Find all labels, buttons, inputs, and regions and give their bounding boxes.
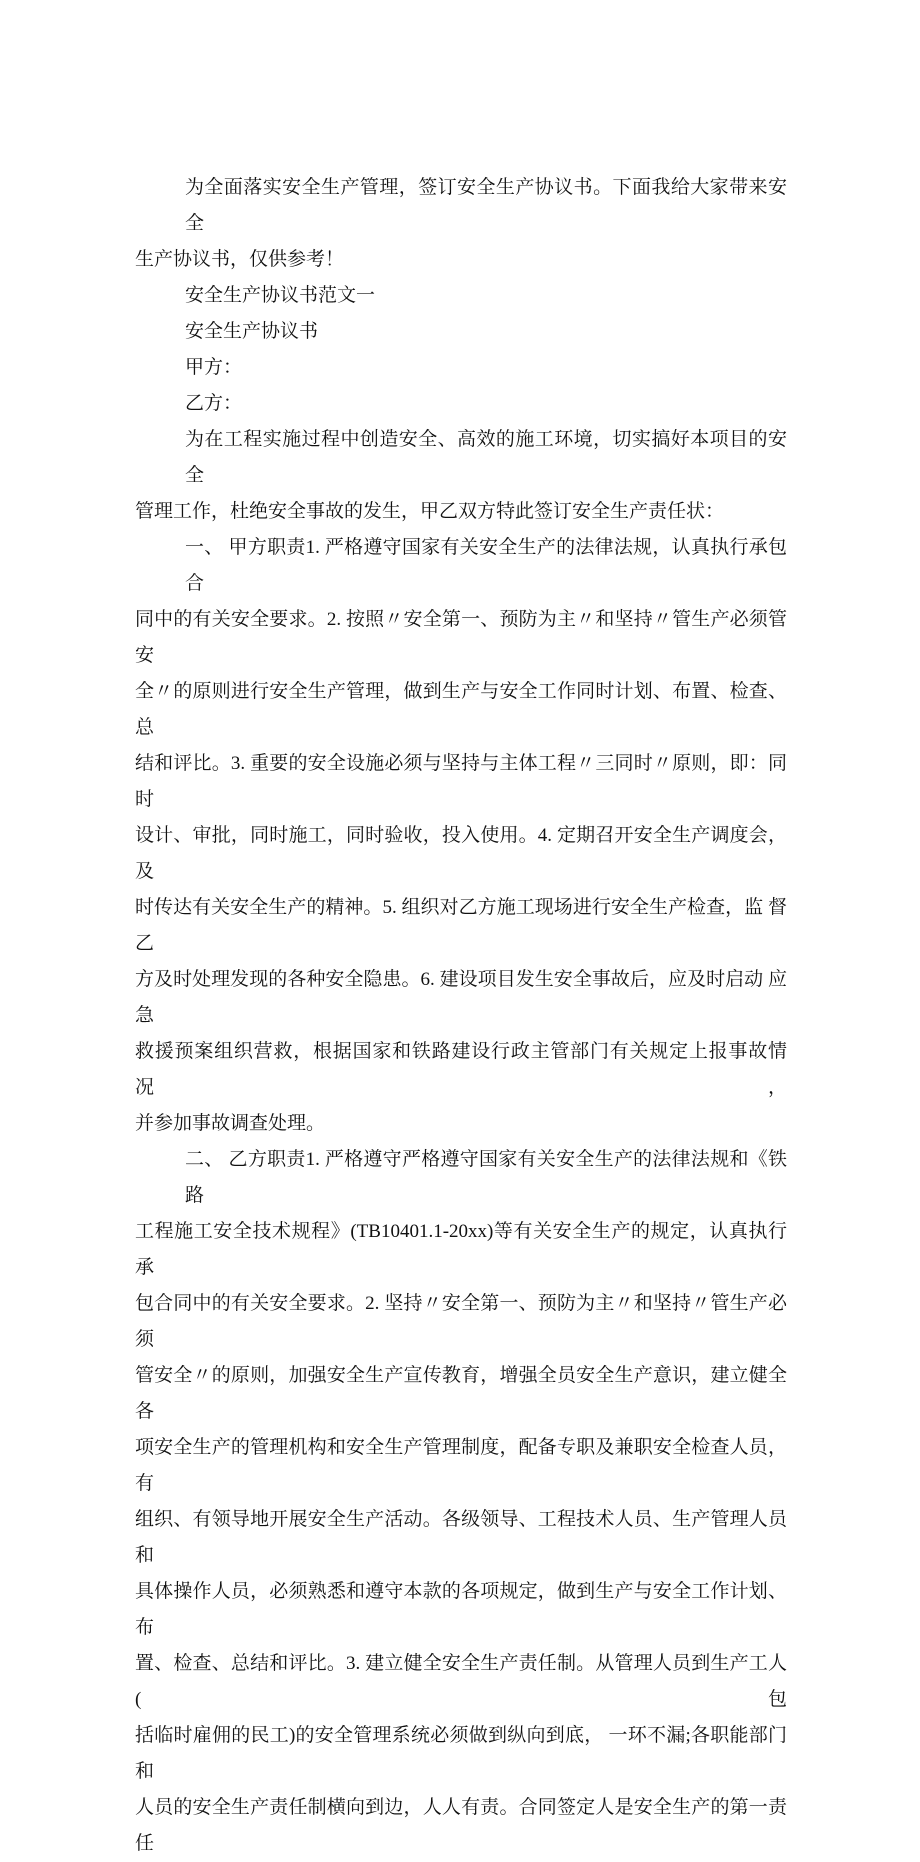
text-line: 工程施工安全技术规程》(TB10401.1-20xx)等有关安全生产的规定，认真执行 承 bbox=[135, 1221, 792, 1278]
text-line: 置、检查、总结和评比。3. 建立健全安全生产责任制。从管理人员到生产工人(包 bbox=[135, 1653, 787, 1710]
document-text-body bbox=[135, 170, 792, 1862]
text-line: 同中的有关安全要求。2. 按照〃安全第一、预防为主〃和坚持〃管生产必须管安 bbox=[135, 609, 787, 666]
text-line: 具体操作人员，必须熟悉和遵守本款的各项规定，做到生产与安全工作计划、布 bbox=[135, 1581, 787, 1638]
section-title: 安全生产协议书范文一 bbox=[185, 285, 376, 306]
text-line: 括临时雇佣的民工)的安全管理系统必须做到纵向到底， 一环不漏;各职能部门和 bbox=[135, 1725, 787, 1782]
party-a-line: 甲方： bbox=[185, 357, 243, 378]
text-line: 并参加事故调查处理。 bbox=[135, 1113, 326, 1134]
text-line: 生产协议书，仅供参考！ bbox=[135, 249, 345, 270]
text-line: 全〃的原则进行安全生产管理，做到生产与安全工作同时计划、布置、检查、总 bbox=[135, 681, 787, 738]
text-line: 二、 乙方职责1. 严格遵守严格遵守国家有关安全生产的法律法规和《铁 路 bbox=[185, 1149, 792, 1206]
text-line: 管理工作，杜绝安全事故的发生，甲乙双方特此签订安全生产责任状： bbox=[135, 501, 725, 522]
text-line: 时传达有关安全生产的精神。5. 组织对乙方施工现场进行安全生产检查，监 督乙 bbox=[135, 897, 787, 954]
text-line: 为全面落实安全生产管理，签订安全生产协议书。下面我给大家带来安全 bbox=[185, 177, 787, 234]
text-line: 人员的安全生产责任制横向到边，人人有责。合同签定人是安全生产的第一责任 bbox=[135, 1797, 787, 1854]
text-line: 方及时处理发现的各种安全隐患。6. 建设项目发生安全事故后，应及时启动 应急 bbox=[135, 969, 787, 1026]
text-line: 为在工程实施过程中创造安全、高效的施工环境，切实搞好本项目的安 全 bbox=[185, 429, 792, 486]
text-line: 设计、审批，同时施工，同时验收，投入使用。4. 定期召开安全生产调度会， 及 bbox=[135, 825, 792, 882]
text-line: 结和评比。3. 重要的安全设施必须与坚持与主体工程〃三同时〃原则，即：同时 bbox=[135, 753, 787, 810]
text-line: 一、 甲方职责1. 严格遵守国家有关安全生产的法律法规，认真执行承包 合 bbox=[185, 537, 792, 594]
text-line: 项安全生产的管理机构和安全生产管理制度，配备专职及兼职安全检查人员，有 bbox=[135, 1437, 787, 1494]
party-b-line: 乙方： bbox=[185, 393, 243, 414]
document-title: 安全生产协议书 bbox=[185, 321, 319, 342]
text-line: 管安全〃的原则，加强安全生产宣传教育，增强全员安全生产意识，建立健全各 bbox=[135, 1365, 787, 1422]
text-line: 组织、有领导地开展安全生产活动。各级领导、工程技术人员、生产管理人员和 bbox=[135, 1509, 787, 1566]
text-line: 救援预案组织营救，根据国家和铁路建设行政主管部门有关规定上报事故情 况， bbox=[135, 1041, 792, 1098]
text-line: 包合同中的有关安全要求。2. 坚持〃安全第一、预防为主〃和坚持〃管生产必须 bbox=[135, 1293, 787, 1350]
